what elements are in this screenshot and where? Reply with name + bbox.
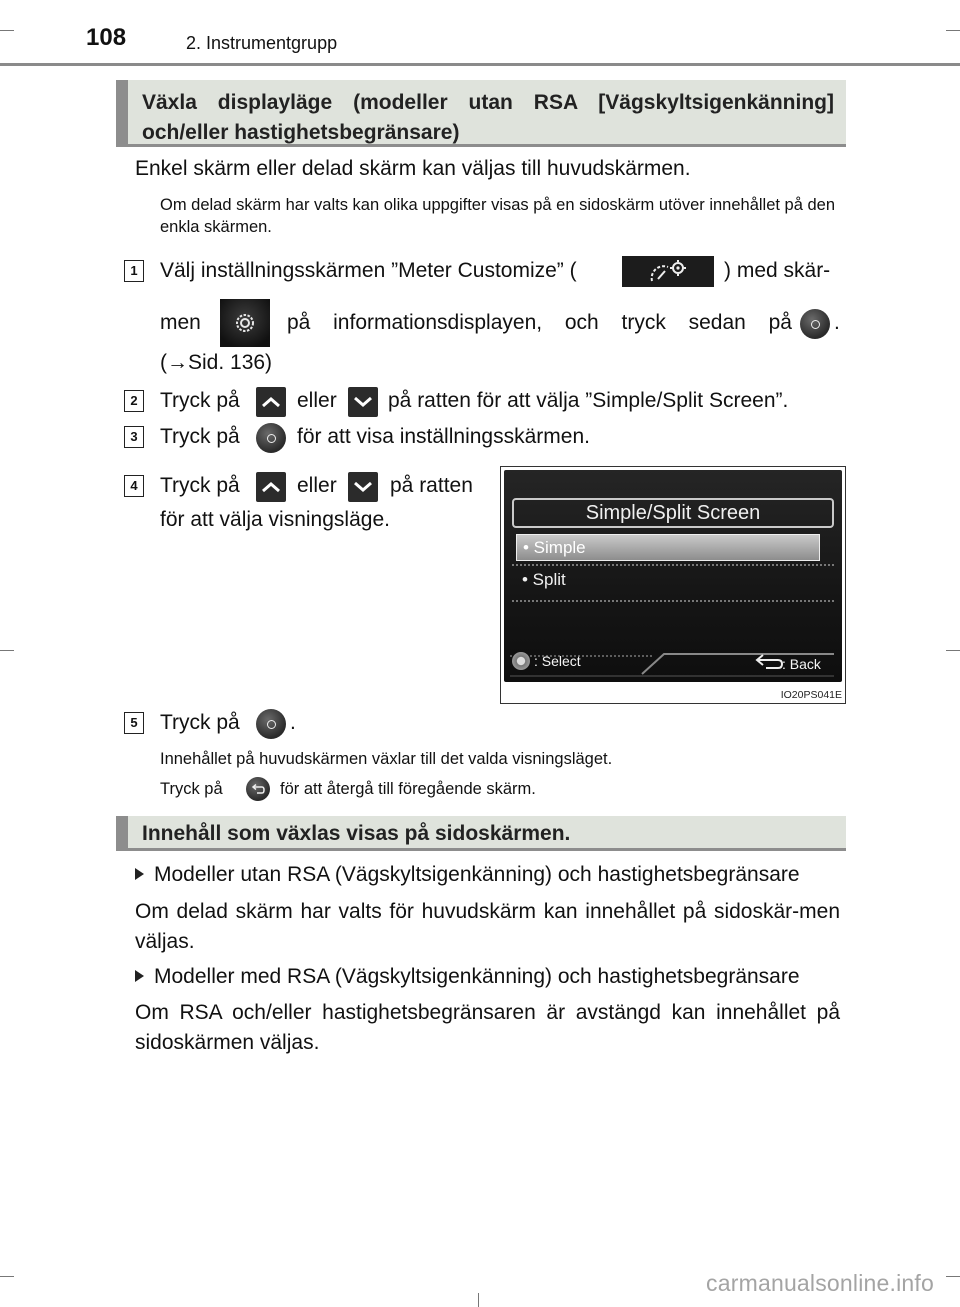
step-number: 3 (124, 426, 144, 448)
chapter-title: 2. Instrumentgrupp (186, 33, 338, 53)
step1-text-b: ) med skär- (724, 259, 831, 282)
screen-title: Simple/Split Screen (512, 498, 834, 528)
section-heading-side-screen: Innehåll som växlas visas på sidoskärmen. (116, 816, 846, 851)
step2-text-c: på ratten för att välja ”Simple/Split Screen”. (388, 389, 789, 412)
step1-text-d: på informationsdisplayen, och tryck sedan på (287, 311, 792, 334)
crop-mark (0, 650, 14, 651)
step3-text-a: Tryck på (160, 425, 240, 448)
option-split: • Split (522, 570, 566, 589)
crop-mark (478, 1293, 479, 1307)
enter-button-icon (256, 709, 286, 739)
watermark: carmanualsonline.info (706, 1270, 934, 1296)
crop-mark (0, 1276, 14, 1277)
up-arrow-icon (256, 387, 286, 417)
step-number: 4 (124, 475, 144, 497)
step4-text-b: eller (297, 474, 337, 497)
back-button-icon (246, 777, 270, 801)
step-number: 5 (124, 712, 144, 734)
option-simple-selected: • Simple (516, 534, 820, 561)
step2-text-b: eller (297, 389, 337, 412)
step4-text-d: för att välja visningsläge. (160, 508, 390, 531)
step-number: 2 (124, 390, 144, 412)
step1-text-c: men (160, 311, 201, 334)
step5-note1: Innehållet på huvudskärmen växlar till det valda visningsläget. (160, 750, 613, 768)
back-label: : Back (782, 656, 821, 672)
back-arrow-icon (754, 654, 784, 670)
section-intro: Enkel skärm eller delad skärm kan väljas till huvudskärmen. (135, 157, 691, 180)
crop-mark (946, 650, 960, 651)
section-note: Om delad skärm har valts kan olika uppgifter visas på en sidoskärm utöver innehållet på den enkla skärmen. (160, 196, 836, 236)
step2-text-a: Tryck på (160, 389, 240, 412)
page-number: 108 (86, 24, 127, 51)
step3-text-b: för att visa inställningsskärmen. (297, 425, 590, 448)
meter-screen (504, 470, 842, 682)
step5-text-a: Tryck på (160, 711, 240, 734)
select-knob-icon (512, 652, 530, 670)
section-heading-display-mode: Växla displayläge (modeller utan RSA [Vägskyltsigenkänning] och/eller hastighetsbegränsare) (116, 80, 846, 147)
paragraph-with-rsa: Om RSA och/eller hastighetsbegränsaren är avstängd kan innehållet på sidoskärmen väljas. (135, 1001, 840, 1054)
bullet-with-rsa: Modeller med RSA (Vägskyltsigenkänning) och hastighetsbegränsare (135, 962, 800, 992)
dotted-divider (512, 600, 834, 602)
step4-text-c: på ratten (390, 474, 473, 497)
step5-note2-b: för att återgå till föregående skärm. (280, 780, 536, 798)
dotted-divider (512, 564, 834, 566)
settings-gear-icon (220, 299, 270, 347)
page-reference: (→Sid. 136) (160, 351, 273, 374)
figure-code: IO20PS041E (780, 689, 842, 701)
crop-mark (946, 1276, 960, 1277)
down-arrow-icon (348, 387, 378, 417)
select-label: : Select (534, 653, 581, 669)
crop-mark (0, 30, 14, 31)
enter-button-icon (256, 423, 286, 453)
triangle-bullet-icon (135, 970, 144, 982)
enter-button-icon (800, 309, 830, 339)
triangle-bullet-icon (135, 868, 144, 880)
step1-text-e: . (834, 311, 840, 334)
step1-text-a: Välj inställningsskärmen ”Meter Customize” ( (160, 259, 577, 282)
step4-text-a: Tryck på (160, 474, 240, 497)
paragraph-without-rsa: Om delad skärm har valts för huvudskärm kan innehållet på sidoskär-men väljas. (135, 900, 840, 953)
header-divider (0, 63, 960, 66)
step5-text-b: . (290, 711, 296, 734)
meter-customize-icon (622, 256, 714, 287)
bullet-without-rsa: Modeller utan RSA (Vägskyltsigenkänning) och hastighetsbegränsare (135, 860, 800, 890)
down-arrow-icon (348, 472, 378, 502)
step-number: 1 (124, 260, 144, 282)
crop-mark (946, 30, 960, 31)
display-illustration (500, 466, 846, 704)
up-arrow-icon (256, 472, 286, 502)
step5-note2-a: Tryck på (160, 780, 223, 798)
